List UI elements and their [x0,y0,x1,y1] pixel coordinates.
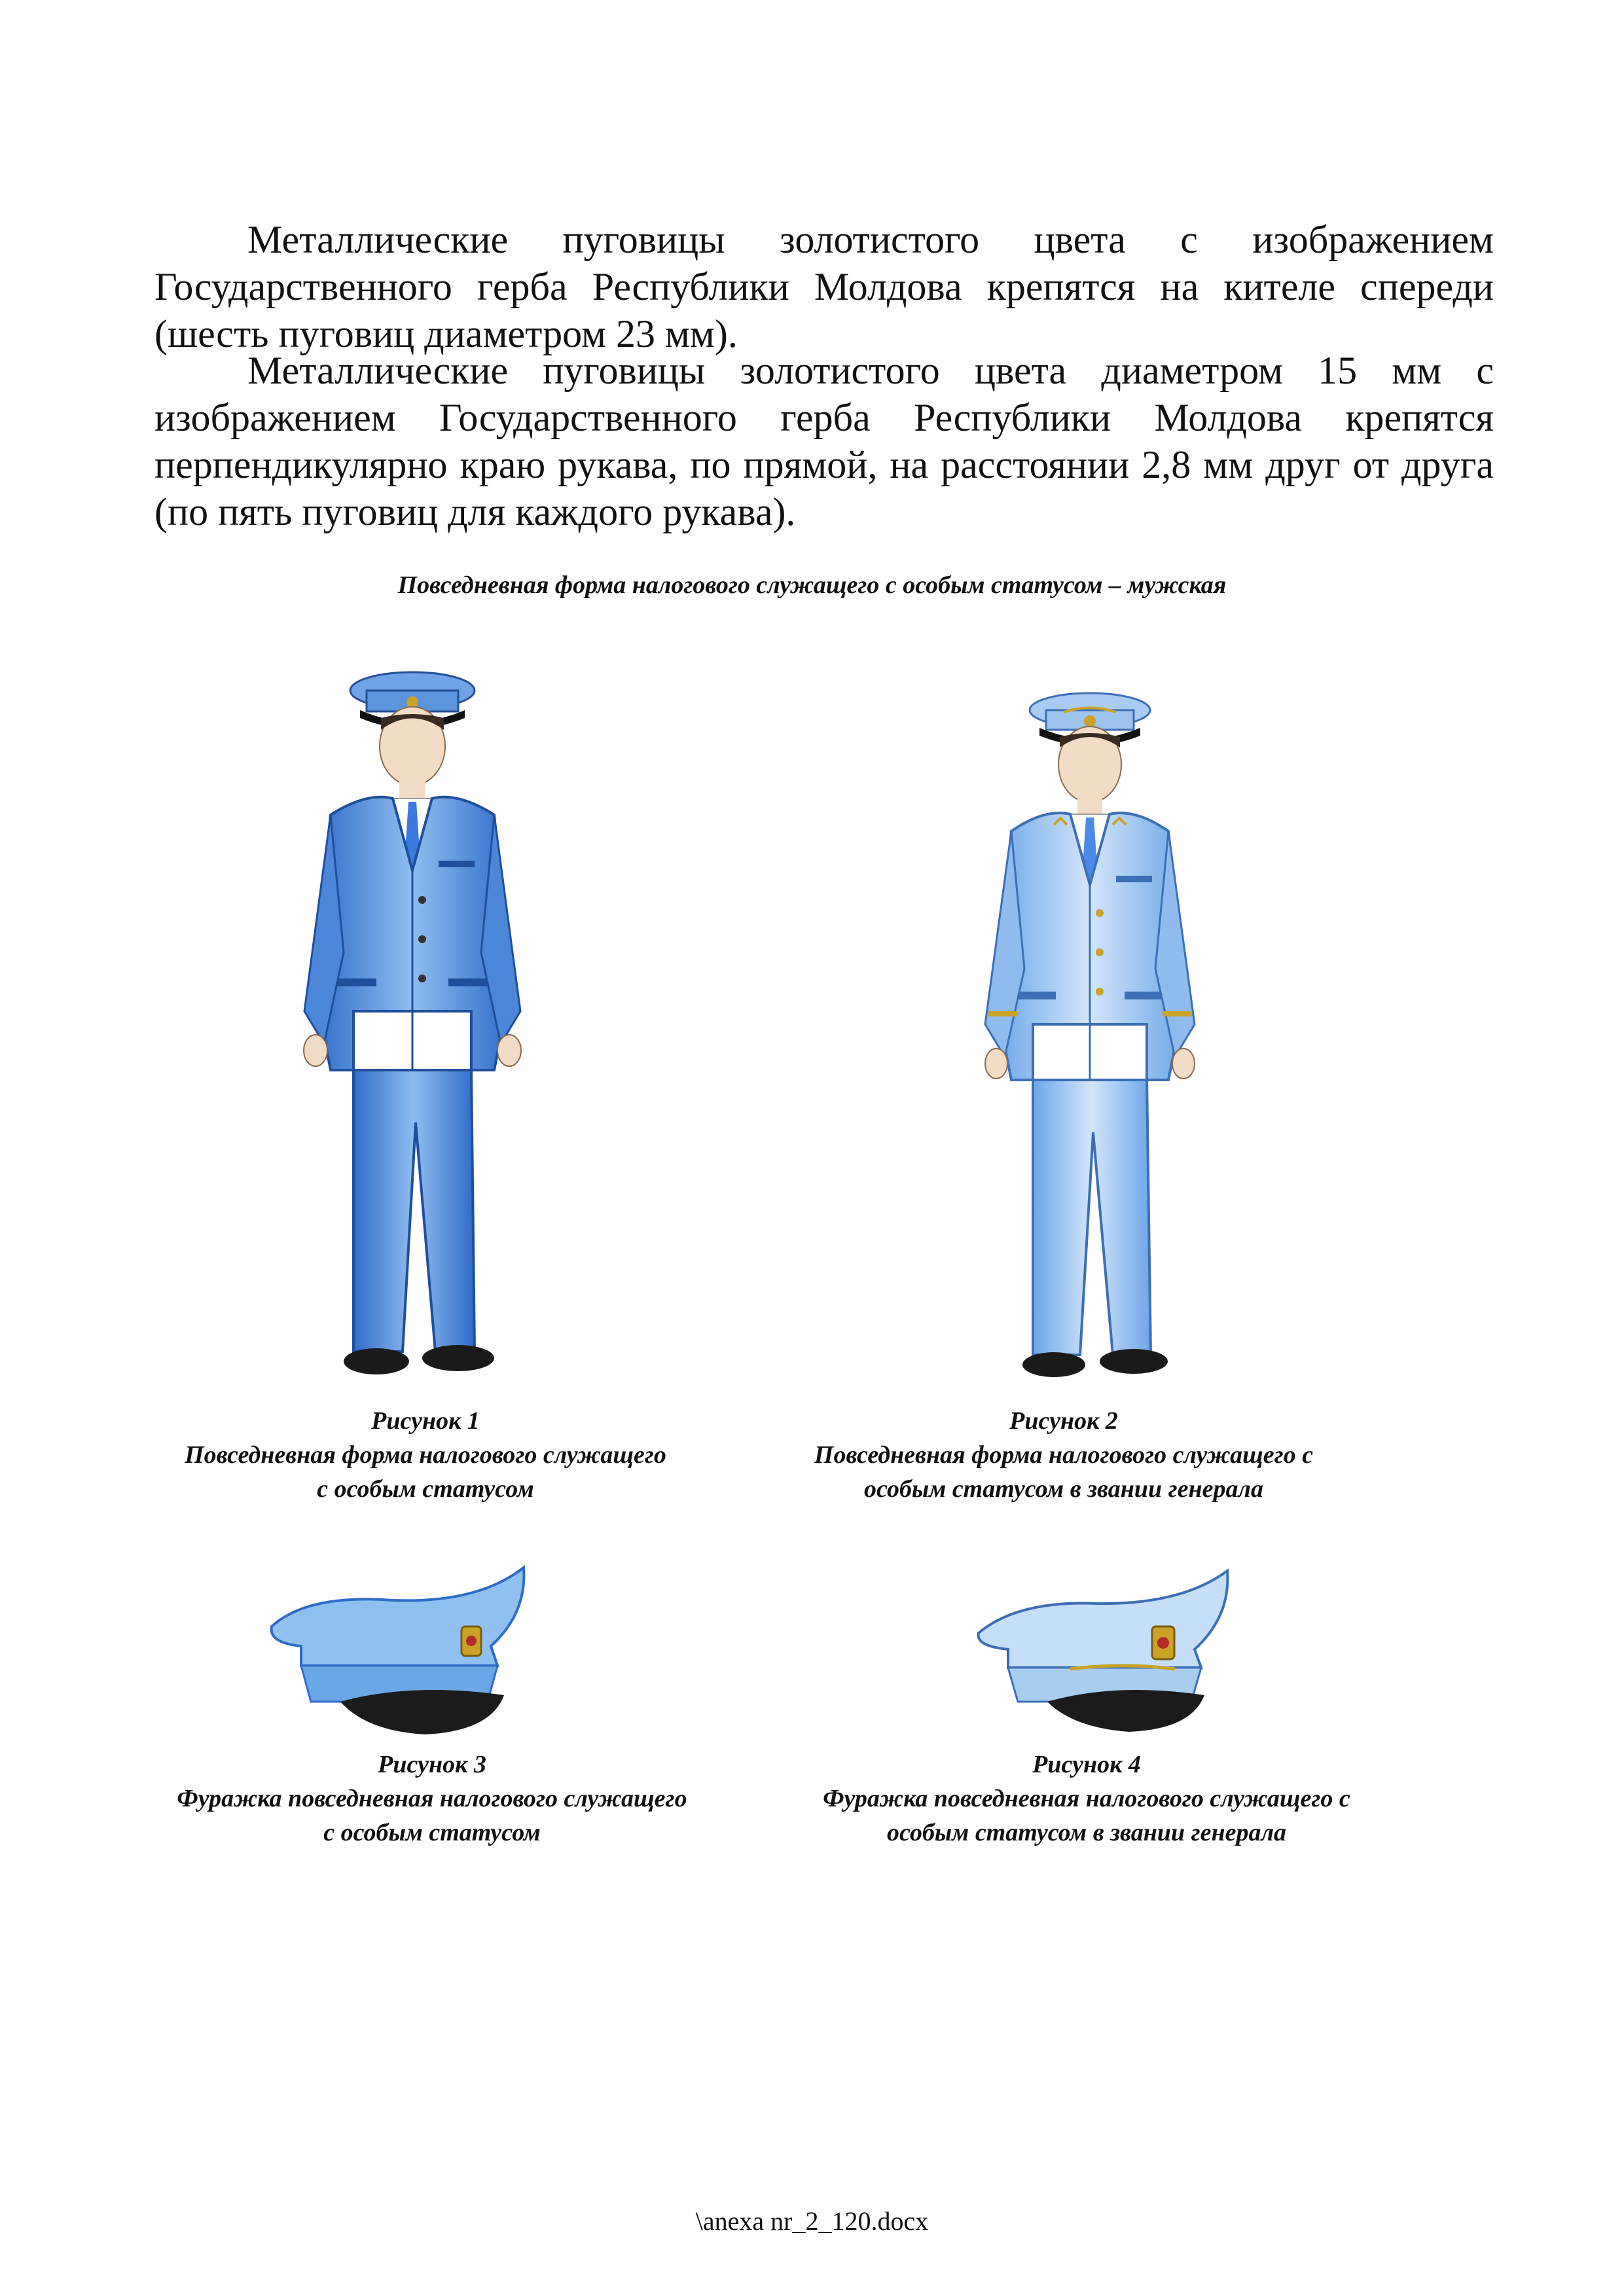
figure-1-line1: Повседневная форма налогового служащего [185,1441,666,1469]
paragraph-buttons-sleeve: Металлические пуговицы золотистого цвета диаметром 15 мм с изображением Государственного герба Республики Молдова крепятся перпендикулярно краю рукава, по прямой, на расстоянии 2,8 мм друг от друга (по пять пуговиц для каждого рукава). [154,349,1494,533]
section-title: Повседневная форма налогового служащего с особым статусом – мужская [397,571,1227,599]
figure-2-caption [753,1404,1375,1506]
figure-3-caption [131,1748,733,1850]
figure-2-number: Рисунок 2 [1009,1407,1118,1435]
figure-4-caption [772,1748,1401,1850]
figure-2-line2: особым статусом в звании генерала [864,1475,1263,1503]
figure-2-line1: Повседневная форма налогового служащего с [814,1441,1314,1469]
figure-3-illustration [262,1554,537,1744]
figure-4-line2: особым статусом в звании генерала [887,1819,1286,1846]
figure-2-illustration [956,668,1224,1397]
figure-1-line2: с особым статусом [317,1475,534,1503]
figure-1-caption [131,1404,720,1506]
figure-3-number: Рисунок 3 [378,1751,486,1778]
footer-filename: \anexa nr_2_120.docx [695,2206,929,2236]
figure-1-number: Рисунок 1 [371,1407,480,1435]
figure-3-line1: Фуражка повседневная налогового служащего [177,1785,687,1812]
figure-1-illustration [275,645,550,1397]
figure-4-number: Рисунок 4 [1032,1751,1141,1778]
figure-4-line1: Фуражка повседневная налогового служащего с [823,1785,1350,1812]
paragraph-buttons-front: Металлические пуговицы золотистого цвета с изображением Государственного герба Республики Молдова крепятся на кителе спереди (шесть пуговиц диаметром 23 мм). [154,218,1494,355]
figure-3-line2: с особым статусом [323,1819,541,1846]
figure-4-illustration [972,1564,1234,1738]
